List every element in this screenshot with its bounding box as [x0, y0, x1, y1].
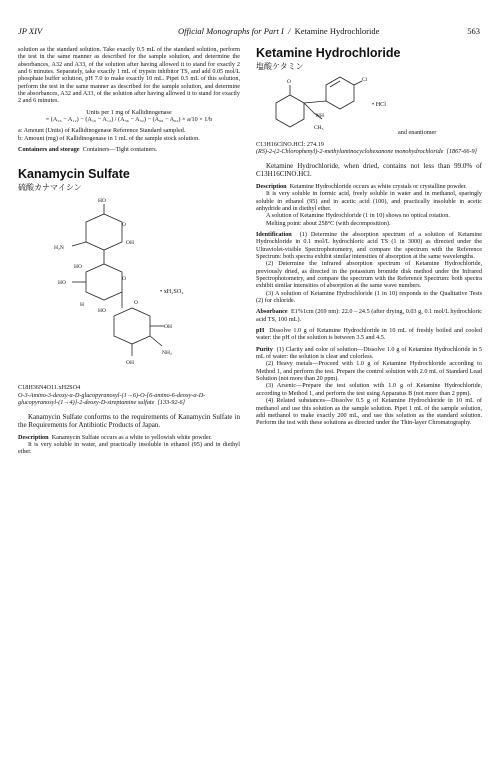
svg-text:O: O: [134, 300, 138, 307]
kanamycin-formula: C18H36N4O11.xH2SO4: [18, 384, 81, 392]
kanamycin-structure: [18, 194, 240, 384]
ketamine-formula: C13H16ClNO.HCl: 274.19: [256, 141, 324, 148]
header-center: Official Monographs for Part I / Ketamine Hydrochloride: [178, 26, 380, 36]
svg-text:H₂N: H₂N: [54, 245, 64, 252]
ketamine-chemical-name: (RS)-2-(2-Chlorophenyl)-2-methylaminocyclohexanone monohydrochloride [1867-66-9]: [256, 148, 478, 156]
ketamine-identification-3: (3) A solution of Ketamine Hydrochloride (1 in 10) responds to the Qualitative Tests (2) for chloride.: [256, 289, 482, 305]
units-label: Units per 1 mg of Kallidinogenase: [86, 108, 172, 116]
kanamycin-structure-drawing: [18, 194, 240, 384]
ketamine-title: Ketamine Hydrochloride: [256, 46, 401, 60]
ketamine-jp-name: 塩酸ケタミン: [256, 62, 304, 71]
ketamine-purity-2: (2) Heavy metals—Proceed with 1.0 g of Ketamine Hydrochloride according to Method 1, and perform the test. Prepare the control solution with 2.0 mL of Standard Lead Solution (not more than 20 ppm).: [256, 360, 482, 383]
svg-text:O: O: [287, 79, 291, 85]
svg-text:HO: HO: [98, 198, 106, 205]
ketamine-enantiomer: and enantiomer: [398, 129, 437, 136]
kanamycin-salt: • xH₂SO₄: [160, 288, 184, 296]
ketamine-identification-1: Identification (1) Determine the absorption spectrum of a solution of Ketamine Hydrochloride in 0.1 mol/L hydrochloric acid TS (1 in 3000) as directed under the Ultraviolet-visible Spectrophotometry, and compare the spectrum with the Reference Spectrum: both spectra exhibit similar intensities of absorption at the same wavelengths.: [256, 230, 482, 260]
header-left: JP XIV: [18, 26, 43, 36]
left-paragraph-1: solution as the standard solution. Take exactly 0.5 mL of the standard solution, perform the test in the same manner as described for the sample solution, and determine the absorbances, A32 and A33, of the solution after having allowed it to stand for exactly 2 and 6 minutes. Separately, take exactly 1 mL of trypsin inhibitor TS, and add 0.05 mol/L phosphate buffer solution, pH 7.0 to make exactly 10 mL. Pipet 0.5 mL of this solution, perform the test in the same manner as described for the sample solution, and determine the absorbances, A32 and A33, of the solution after having allowed it to stand for exactly 2 and 6 minutes.: [18, 46, 240, 105]
svg-text:O: O: [122, 222, 126, 229]
ketamine-identification-2: (2) Determine the infrared absorption spectrum of Ketamine Hydrochloride, previously dried, as directed in the potassium bromide disk method under the Infrared Spectrophotometry, and compare the spectrum with the Reference Spectrum: both spectra exhibit similar intensities of absorption at the same wave numbers.: [256, 260, 482, 290]
kanamycin-title: Kanamycin Sulfate: [18, 167, 130, 182]
ketamine-absorbance: Absorbance E1%1cm (269 nm): 22.0 – 24.5 (after drying, 0.03 g, 0.1 mol/L hydrochloric acid TS, 100 mL).: [256, 308, 483, 323]
ketamine-ph: pH Dissolve 1.0 g of Ketamine Hydrochloride in 10 mL of freshly boiled and cooled water: the pH of the solution is between 3.5 and 4.5.: [256, 327, 482, 342]
page-header: [18, 26, 480, 40]
svg-text:HO: HO: [58, 280, 66, 287]
kanamycin-chemical-name: O-3-Amino-3-deoxy-α-D-glucopyranosyl-(1→6)-O-[6-amino-6-deoxy-α-D-glucopyranosyl-(1→4)]-2-deoxy-D-streptamine sulfate [133-92-6]: [18, 391, 206, 407]
svg-text:Cl: Cl: [362, 77, 368, 83]
ketamine-salt: • HCl: [372, 101, 387, 108]
svg-text:O: O: [122, 276, 126, 283]
units-formula: = (A₁₆ − A₁₂) − (A₁₆ − A₁₂) / (A₃₆ − A₃₂) − (A₆₆ − A₆₂) × a/10 × 1/b: [45, 116, 213, 124]
containers-storage: Containers and storage Containers—Tight containers.: [18, 146, 158, 154]
header-right-title: Ketamine Hydrochloride: [294, 26, 380, 36]
kanamycin-conformity: Kanamycin Sulfate conforms to the requirements of Kanamycin Sulfate in the Requirements for Antibiotic Products of Japan.: [18, 412, 240, 430]
svg-text:HO: HO: [98, 308, 106, 315]
definition-a: a: Amount (Units) of Kallidinogenase Reference Standard sampled.: [18, 127, 186, 135]
ketamine-description-2: It is very soluble in formic acid, freely soluble in water and in methanol, sparingly soluble in ethanol (95) and in acetic acid (100), and practically insoluble in acetic anhydride and in diethyl ether.: [256, 190, 482, 212]
definition-b: b: Amount (mg) of Kallidinogenase in 1 mL of the sample stock solution.: [18, 134, 200, 142]
ketamine-description-1: Description Ketamine Hydrochloride occurs as white crystals or crystalline powder.: [256, 182, 467, 190]
kanamycin-description-2: It is very soluble in water, and practically insoluble in ethanol (95) and in diethyl ether.: [18, 441, 240, 456]
kanamycin-jp-name: 硫酸カナマイシン: [18, 183, 82, 193]
svg-text:HO: HO: [74, 264, 82, 271]
ketamine-purity-4: (4) Related substances—Dissolve 0.5 g of Ketamine Hydrochloride in 10 mL of methanol and use this solution as the sample solution. Pipet 1 mL of the sample solution, add methanol to make exactly 200 mL, and use this solution as the standard solution. Perform the test with these solutions as directed under the Thin-layer Chromatography.: [256, 397, 482, 427]
svg-text:OH: OH: [126, 360, 134, 367]
right-column: [256, 46, 482, 427]
page-number: 563: [467, 26, 480, 36]
kanamycin-description-1: Description Kanamycin Sulfate occurs as a white to yellowish white powder.: [18, 433, 212, 441]
svg-text:CH₃: CH₃: [314, 125, 324, 131]
left-column: [18, 46, 240, 456]
ketamine-structure-drawing: [256, 73, 482, 141]
ketamine-purity-1: Purity (1) Clarity and color of solution—Dissolve 1.0 g of Ketamine Hydrochloride in 5 mL of water: the solution is clear and colorless.: [256, 345, 482, 361]
ketamine-intro: Ketamine Hydrochloride, when dried, contains not less than 99.0% of C13H16ClNO.HCl.: [256, 161, 482, 179]
ketamine-description-3: A solution of Ketamine Hydrochloride (1 in 10) shows no optical rotation.: [266, 212, 450, 220]
ketamine-description-4: Melting point: about 258°C (with decomposition).: [266, 219, 391, 227]
svg-text:H: H: [80, 302, 84, 309]
svg-text:NH₂: NH₂: [162, 350, 172, 357]
ketamine-structure: [256, 73, 482, 141]
svg-text:NH: NH: [316, 113, 324, 119]
svg-text:OH: OH: [164, 324, 172, 331]
ketamine-purity-3: (3) Arsenic—Prepare the test solution with 1.0 g of Ketamine Hydrochloride, according to Method 1, and perform the test using Apparatus B (not more than 2 ppm).: [256, 382, 482, 397]
svg-text:OH: OH: [126, 240, 134, 247]
